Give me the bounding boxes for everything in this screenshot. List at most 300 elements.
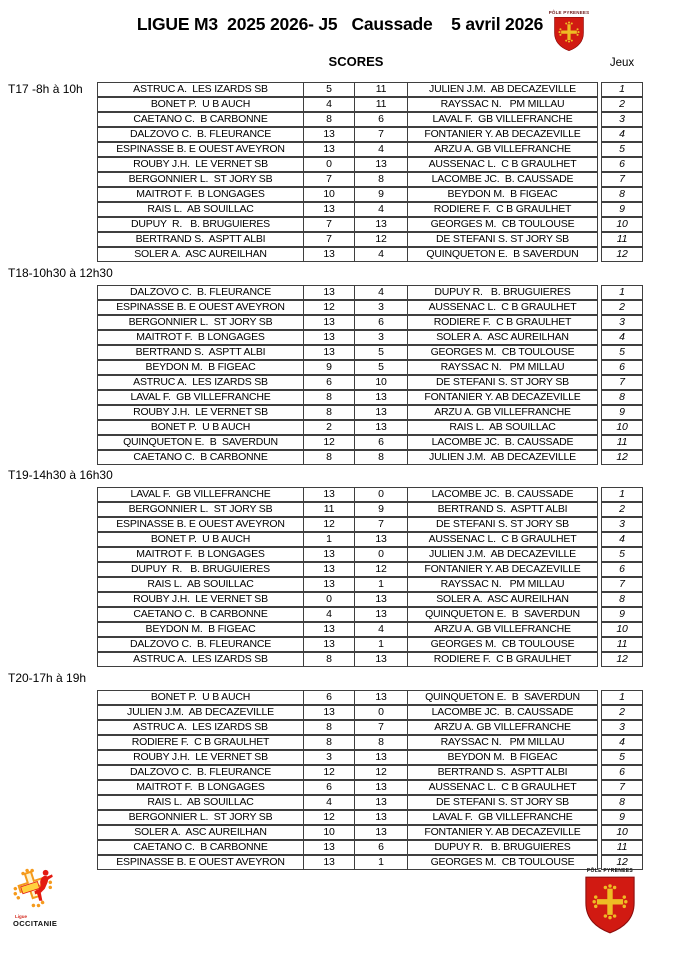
player1-cell: BONET P. U B AUCH (97, 97, 304, 112)
jeu-number-cell: 11 (601, 840, 643, 855)
jeu-number-cell: 8 (601, 187, 643, 202)
score2-cell: 8 (355, 172, 408, 187)
score2-cell: 0 (355, 547, 408, 562)
score1-cell: 13 (304, 315, 355, 330)
player1-cell: BERGONNIER L. ST JORY SB (97, 810, 304, 825)
jeu-number-cell: 5 (601, 142, 643, 157)
occitanie-label: OCCITANIE (13, 919, 58, 928)
score2-cell: 13 (355, 592, 408, 607)
score2-cell: 3 (355, 330, 408, 345)
match-row (97, 202, 657, 217)
score2-cell: 12 (355, 562, 408, 577)
jeu-number-cell: 10 (601, 217, 643, 232)
jeu-number-cell: 1 (601, 82, 643, 97)
player2-cell: QUINQUETON E. B SAVERDUN (408, 690, 598, 705)
match-row (97, 592, 657, 607)
player2-cell: QUINQUETON E. B SAVERDUN (408, 247, 598, 262)
score2-cell: 0 (355, 705, 408, 720)
player2-cell: RODIERE F. C B GRAULHET (408, 315, 598, 330)
pole-pyrenees-label-top: PÔLE PYRENEES (548, 10, 590, 15)
jeu-number-cell: 10 (601, 825, 643, 840)
player2-cell: DE STEFANI S. ST JORY SB (408, 517, 598, 532)
score2-cell: 13 (355, 405, 408, 420)
score1-cell: 6 (304, 780, 355, 795)
score1-cell: 12 (304, 765, 355, 780)
player1-cell: RAIS L. AB SOUILLAC (97, 577, 304, 592)
player2-cell: SOLER A. ASC AUREILHAN (408, 330, 598, 345)
player1-cell: MAITROT F. B LONGAGES (97, 547, 304, 562)
match-row (97, 345, 657, 360)
player2-cell: ARZU A. GB VILLEFRANCHE (408, 142, 598, 157)
score1-cell: 13 (304, 637, 355, 652)
jeu-number-cell: 7 (601, 172, 643, 187)
score1-cell: 4 (304, 795, 355, 810)
match-row (97, 690, 657, 705)
jeu-number-cell: 6 (601, 157, 643, 172)
player2-cell: ARZU A. GB VILLEFRANCHE (408, 622, 598, 637)
score2-cell: 5 (355, 360, 408, 375)
jeu-number-cell: 4 (601, 330, 643, 345)
match-table-t18 (97, 285, 657, 465)
player1-cell: ASTRUC A. LES IZARDS SB (97, 720, 304, 735)
pole-pyrenees-label-bottom: PÔLE PYRENEES (586, 868, 634, 874)
occitan-cross-shield-icon (552, 16, 586, 52)
page-title: LIGUE M3 2025 2026- J5 Caussade 5 avril 2026 (136, 14, 544, 34)
jeu-number-cell: 2 (601, 502, 643, 517)
score1-cell: 5 (304, 82, 355, 97)
match-row (97, 562, 657, 577)
score2-cell: 6 (355, 840, 408, 855)
score1-cell: 6 (304, 690, 355, 705)
player2-cell: AUSSENAC L. C B GRAULHET (408, 780, 598, 795)
player2-cell: JULIEN J.M. AB DECAZEVILLE (408, 450, 598, 465)
player1-cell: LAVAL F. GB VILLEFRANCHE (97, 390, 304, 405)
match-row (97, 607, 657, 622)
jeu-number-cell: 9 (601, 405, 643, 420)
score2-cell: 13 (355, 157, 408, 172)
match-row (97, 825, 657, 840)
match-row (97, 232, 657, 247)
score1-cell: 7 (304, 232, 355, 247)
match-row (97, 637, 657, 652)
score1-cell: 6 (304, 375, 355, 390)
match-row (97, 420, 657, 435)
player2-cell: GEORGES M. CB TOULOUSE (408, 855, 598, 870)
match-row (97, 487, 657, 502)
match-row (97, 300, 657, 315)
score2-cell: 10 (355, 375, 408, 390)
jeu-number-cell: 3 (601, 315, 643, 330)
score1-cell: 8 (304, 652, 355, 667)
player1-cell: DALZOVO C. B. FLEURANCE (97, 285, 304, 300)
match-table-t17 (97, 82, 657, 262)
score2-cell: 4 (355, 142, 408, 157)
jeu-number-cell: 7 (601, 577, 643, 592)
match-row (97, 112, 657, 127)
player1-cell: DUPUY R. B. BRUGUIERES (97, 217, 304, 232)
match-row (97, 780, 657, 795)
scores-header: SCORES (328, 54, 384, 69)
jeu-number-cell: 5 (601, 345, 643, 360)
score2-cell: 13 (355, 652, 408, 667)
ligue-occitanie-logo (12, 867, 132, 928)
match-row (97, 285, 657, 300)
player1-cell: BERGONNIER L. ST JORY SB (97, 172, 304, 187)
score2-cell: 6 (355, 435, 408, 450)
score1-cell: 13 (304, 840, 355, 855)
player2-cell: DE STEFANI S. ST JORY SB (408, 375, 598, 390)
jeu-number-cell: 2 (601, 300, 643, 315)
jeu-number-cell: 5 (601, 750, 643, 765)
score2-cell: 9 (355, 502, 408, 517)
player2-cell: LAVAL F. GB VILLEFRANCHE (408, 810, 598, 825)
score2-cell: 1 (355, 577, 408, 592)
match-row (97, 517, 657, 532)
match-row (97, 622, 657, 637)
player1-cell: BEYDON M. B FIGEAC (97, 360, 304, 375)
match-row (97, 652, 657, 667)
player2-cell: AUSSENAC L. C B GRAULHET (408, 157, 598, 172)
jeu-number-cell: 4 (601, 127, 643, 142)
player1-cell: CAETANO C. B CARBONNE (97, 840, 304, 855)
score1-cell: 13 (304, 247, 355, 262)
jeu-number-cell: 6 (601, 360, 643, 375)
player2-cell: BEYDON M. B FIGEAC (408, 187, 598, 202)
player2-cell: LACOMBE JC. B. CAUSSADE (408, 705, 598, 720)
player1-cell: MAITROT F. B LONGAGES (97, 780, 304, 795)
jeu-number-cell: 5 (601, 547, 643, 562)
jeu-number-cell: 10 (601, 622, 643, 637)
match-row (97, 247, 657, 262)
player2-cell: QUINQUETON E. B SAVERDUN (408, 607, 598, 622)
jeu-number-cell: 12 (601, 652, 643, 667)
player2-cell: LACOMBE JC. B. CAUSSADE (408, 487, 598, 502)
score2-cell: 4 (355, 285, 408, 300)
jeu-number-cell: 4 (601, 532, 643, 547)
score2-cell: 13 (355, 420, 408, 435)
match-row (97, 330, 657, 345)
match-row (97, 172, 657, 187)
player2-cell: LACOMBE JC. B. CAUSSADE (408, 435, 598, 450)
jeu-number-cell: 6 (601, 562, 643, 577)
match-row (97, 127, 657, 142)
match-row (97, 840, 657, 855)
player1-cell: BEYDON M. B FIGEAC (97, 622, 304, 637)
score1-cell: 7 (304, 217, 355, 232)
jeu-number-cell: 2 (601, 97, 643, 112)
player2-cell: DE STEFANI S. ST JORY SB (408, 795, 598, 810)
score1-cell: 13 (304, 577, 355, 592)
player2-cell: DUPUY R. B. BRUGUIERES (408, 840, 598, 855)
player1-cell: ASTRUC A. LES IZARDS SB (97, 375, 304, 390)
player2-cell: RAYSSAC N. PM MILLAU (408, 97, 598, 112)
player2-cell: FONTANIER Y. AB DECAZEVILLE (408, 825, 598, 840)
score2-cell: 11 (355, 97, 408, 112)
section-time-label-t19: T19-14h30 à 16h30 (8, 468, 113, 482)
score2-cell: 6 (355, 112, 408, 127)
score2-cell: 5 (355, 345, 408, 360)
jeu-number-cell: 7 (601, 375, 643, 390)
score2-cell: 1 (355, 637, 408, 652)
player2-cell: LAVAL F. GB VILLEFRANCHE (408, 112, 598, 127)
player2-cell: FONTANIER Y. AB DECAZEVILLE (408, 390, 598, 405)
pole-pyrenees-logo-bottom (572, 868, 648, 940)
player1-cell: MAITROT F. B LONGAGES (97, 330, 304, 345)
score1-cell: 13 (304, 547, 355, 562)
score2-cell: 11 (355, 82, 408, 97)
player2-cell: ARZU A. GB VILLEFRANCHE (408, 720, 598, 735)
jeu-number-cell: 9 (601, 810, 643, 825)
score1-cell: 8 (304, 735, 355, 750)
score1-cell: 12 (304, 435, 355, 450)
player1-cell: SOLER A. ASC AUREILHAN (97, 247, 304, 262)
score2-cell: 13 (355, 217, 408, 232)
player2-cell: RODIERE F. C B GRAULHET (408, 202, 598, 217)
match-row (97, 390, 657, 405)
match-row (97, 97, 657, 112)
score2-cell: 4 (355, 622, 408, 637)
score2-cell: 13 (355, 607, 408, 622)
score1-cell: 10 (304, 825, 355, 840)
player1-cell: DALZOVO C. B. FLEURANCE (97, 127, 304, 142)
player1-cell: ESPINASSE B. E OUEST AVEYRON (97, 142, 304, 157)
occitan-cross-player-icon (12, 867, 60, 909)
score1-cell: 8 (304, 390, 355, 405)
match-row (97, 405, 657, 420)
score2-cell: 1 (355, 855, 408, 870)
score2-cell: 13 (355, 690, 408, 705)
score1-cell: 9 (304, 360, 355, 375)
jeu-number-cell: 7 (601, 780, 643, 795)
score2-cell: 4 (355, 202, 408, 217)
player2-cell: GEORGES M. CB TOULOUSE (408, 217, 598, 232)
match-row (97, 720, 657, 735)
score2-cell: 12 (355, 232, 408, 247)
jeu-number-cell: 2 (601, 705, 643, 720)
score1-cell: 8 (304, 405, 355, 420)
jeu-number-cell: 8 (601, 390, 643, 405)
score1-cell: 13 (304, 345, 355, 360)
jeu-number-cell: 12 (601, 450, 643, 465)
match-row (97, 532, 657, 547)
score2-cell: 13 (355, 795, 408, 810)
score2-cell: 13 (355, 532, 408, 547)
score1-cell: 12 (304, 517, 355, 532)
player1-cell: CAETANO C. B CARBONNE (97, 450, 304, 465)
player1-cell: LAVAL F. GB VILLEFRANCHE (97, 487, 304, 502)
player1-cell: CAETANO C. B CARBONNE (97, 607, 304, 622)
player2-cell: DUPUY R. B. BRUGUIERES (408, 285, 598, 300)
score1-cell: 13 (304, 855, 355, 870)
score1-cell: 8 (304, 112, 355, 127)
player1-cell: JULIEN J.M. AB DECAZEVILLE (97, 705, 304, 720)
score1-cell: 7 (304, 172, 355, 187)
player2-cell: RODIERE F. C B GRAULHET (408, 652, 598, 667)
player1-cell: RAIS L. AB SOUILLAC (97, 202, 304, 217)
player1-cell: ASTRUC A. LES IZARDS SB (97, 652, 304, 667)
score2-cell: 6 (355, 315, 408, 330)
player2-cell: RAYSSAC N. PM MILLAU (408, 577, 598, 592)
jeu-number-cell: 3 (601, 720, 643, 735)
player1-cell: DALZOVO C. B. FLEURANCE (97, 765, 304, 780)
jeu-number-cell: 11 (601, 232, 643, 247)
score1-cell: 4 (304, 97, 355, 112)
match-row (97, 577, 657, 592)
match-table-t19 (97, 487, 657, 667)
jeu-number-cell: 8 (601, 592, 643, 607)
player1-cell: BONET P. U B AUCH (97, 532, 304, 547)
score1-cell: 13 (304, 202, 355, 217)
jeu-number-cell: 11 (601, 637, 643, 652)
player2-cell: BEYDON M. B FIGEAC (408, 750, 598, 765)
score1-cell: 13 (304, 127, 355, 142)
player2-cell: BERTRAND S. ASPTT ALBI (408, 765, 598, 780)
match-row (97, 360, 657, 375)
score2-cell: 0 (355, 487, 408, 502)
match-row (97, 82, 657, 97)
score1-cell: 12 (304, 300, 355, 315)
jeu-number-cell: 11 (601, 435, 643, 450)
score1-cell: 13 (304, 705, 355, 720)
jeu-number-cell: 9 (601, 607, 643, 622)
score1-cell: 3 (304, 750, 355, 765)
score1-cell: 2 (304, 420, 355, 435)
player1-cell: ROUBY J.H. LE VERNET SB (97, 157, 304, 172)
jeu-number-cell: 6 (601, 765, 643, 780)
section-time-label-t20: T20-17h à 19h (8, 671, 87, 685)
section-time-label-t18: T18-10h30 à 12h30 (8, 266, 113, 280)
score1-cell: 0 (304, 157, 355, 172)
match-row (97, 810, 657, 825)
score2-cell: 13 (355, 750, 408, 765)
jeu-number-cell: 12 (601, 855, 643, 870)
jeu-number-cell: 9 (601, 202, 643, 217)
player1-cell: ROUBY J.H. LE VERNET SB (97, 592, 304, 607)
score1-cell: 0 (304, 592, 355, 607)
score2-cell: 13 (355, 780, 408, 795)
player2-cell: ARZU A. GB VILLEFRANCHE (408, 405, 598, 420)
player1-cell: ROUBY J.H. LE VERNET SB (97, 405, 304, 420)
match-row (97, 157, 657, 172)
score1-cell: 13 (304, 562, 355, 577)
score1-cell: 13 (304, 487, 355, 502)
jeu-number-cell: 3 (601, 112, 643, 127)
jeu-number-cell: 8 (601, 795, 643, 810)
match-row (97, 435, 657, 450)
player1-cell: ROUBY J.H. LE VERNET SB (97, 750, 304, 765)
match-row (97, 765, 657, 780)
player2-cell: GEORGES M. CB TOULOUSE (408, 345, 598, 360)
player1-cell: DUPUY R. B. BRUGUIERES (97, 562, 304, 577)
player1-cell: ASTRUC A. LES IZARDS SB (97, 82, 304, 97)
jeu-number-cell: 1 (601, 690, 643, 705)
score2-cell: 8 (355, 450, 408, 465)
player2-cell: JULIEN J.M. AB DECAZEVILLE (408, 547, 598, 562)
score1-cell: 8 (304, 720, 355, 735)
match-row (97, 315, 657, 330)
score2-cell: 8 (355, 735, 408, 750)
score1-cell: 13 (304, 330, 355, 345)
player2-cell: AUSSENAC L. C B GRAULHET (408, 532, 598, 547)
score1-cell: 13 (304, 285, 355, 300)
score2-cell: 7 (355, 127, 408, 142)
player2-cell: FONTANIER Y. AB DECAZEVILLE (408, 127, 598, 142)
player2-cell: JULIEN J.M. AB DECAZEVILLE (408, 82, 598, 97)
player1-cell: BERTRAND S. ASPTT ALBI (97, 232, 304, 247)
player1-cell: DALZOVO C. B. FLEURANCE (97, 637, 304, 652)
score2-cell: 4 (355, 247, 408, 262)
player2-cell: GEORGES M. CB TOULOUSE (408, 637, 598, 652)
player1-cell: ESPINASSE B. E OUEST AVEYRON (97, 855, 304, 870)
player2-cell: BERTRAND S. ASPTT ALBI (408, 502, 598, 517)
match-row (97, 375, 657, 390)
score2-cell: 13 (355, 810, 408, 825)
player2-cell: AUSSENAC L. C B GRAULHET (408, 300, 598, 315)
player1-cell: SOLER A. ASC AUREILHAN (97, 825, 304, 840)
score1-cell: 4 (304, 607, 355, 622)
player1-cell: ESPINASSE B. E OUEST AVEYRON (97, 300, 304, 315)
score2-cell: 3 (355, 300, 408, 315)
match-row (97, 547, 657, 562)
player2-cell: RAYSSAC N. PM MILLAU (408, 735, 598, 750)
score2-cell: 13 (355, 390, 408, 405)
score1-cell: 11 (304, 502, 355, 517)
jeu-number-cell: 1 (601, 285, 643, 300)
match-row (97, 142, 657, 157)
score2-cell: 7 (355, 720, 408, 735)
score1-cell: 13 (304, 142, 355, 157)
player2-cell: RAIS L. AB SOUILLAC (408, 420, 598, 435)
player2-cell: SOLER A. ASC AUREILHAN (408, 592, 598, 607)
score2-cell: 12 (355, 765, 408, 780)
score1-cell: 8 (304, 450, 355, 465)
player1-cell: BERGONNIER L. ST JORY SB (97, 502, 304, 517)
jeux-header: Jeux (609, 57, 635, 69)
player2-cell: RAYSSAC N. PM MILLAU (408, 360, 598, 375)
score1-cell: 12 (304, 810, 355, 825)
match-row (97, 705, 657, 720)
section-time-label-t17: T17 -8h à 10h (8, 82, 83, 96)
jeu-number-cell: 1 (601, 487, 643, 502)
player1-cell: BERGONNIER L. ST JORY SB (97, 315, 304, 330)
jeu-number-cell: 10 (601, 420, 643, 435)
player1-cell: QUINQUETON E. B SAVERDUN (97, 435, 304, 450)
match-row (97, 502, 657, 517)
player2-cell: LACOMBE JC. B. CAUSSADE (408, 172, 598, 187)
player1-cell: BONET P. U B AUCH (97, 690, 304, 705)
player1-cell: BERTRAND S. ASPTT ALBI (97, 345, 304, 360)
player1-cell: RODIERE F. C B GRAULHET (97, 735, 304, 750)
player1-cell: CAETANO C. B CARBONNE (97, 112, 304, 127)
player1-cell: ESPINASSE B. E OUEST AVEYRON (97, 517, 304, 532)
jeu-number-cell: 3 (601, 517, 643, 532)
score1-cell: 1 (304, 532, 355, 547)
score2-cell: 9 (355, 187, 408, 202)
player2-cell: DE STEFANI S. ST JORY SB (408, 232, 598, 247)
jeu-number-cell: 12 (601, 247, 643, 262)
player1-cell: BONET P. U B AUCH (97, 420, 304, 435)
player1-cell: RAIS L. AB SOUILLAC (97, 795, 304, 810)
player2-cell: FONTANIER Y. AB DECAZEVILLE (408, 562, 598, 577)
score2-cell: 13 (355, 825, 408, 840)
score1-cell: 10 (304, 187, 355, 202)
score2-cell: 7 (355, 517, 408, 532)
match-row (97, 750, 657, 765)
match-row (97, 735, 657, 750)
jeu-number-cell: 4 (601, 735, 643, 750)
match-row (97, 187, 657, 202)
match-row (97, 795, 657, 810)
